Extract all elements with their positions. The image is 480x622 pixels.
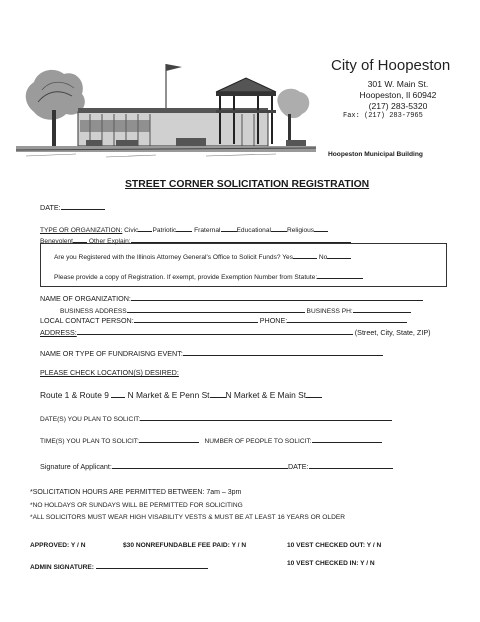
address-field[interactable] xyxy=(40,326,431,337)
fax-number: Fax: (217) 283-7965 xyxy=(343,112,423,120)
attorney-question-text: Are you Registered with the Illinois Attorney General's Office to Solicit Funds? Yes xyxy=(54,254,294,261)
municipal-building-image xyxy=(16,52,316,162)
type-other[interactable]: Other Explain: xyxy=(88,238,131,245)
street-address: 301 W. Main St. xyxy=(367,79,429,89)
people-label: NUMBER OF PEOPLE TO SOLICIT: xyxy=(204,438,312,445)
exemption-text: Please provide a copy of Registration. If exempt, provide Exemption Number from Statute: xyxy=(54,274,318,281)
dates-field[interactable] xyxy=(40,412,392,423)
org-name-label: NAME OF ORGANIZATION: xyxy=(40,294,131,303)
vest-checked-out-field[interactable]: 10 VEST CHECKED OUT: Y / N xyxy=(287,542,382,549)
attorney-no[interactable]: No xyxy=(318,254,328,261)
fee-paid-field[interactable]: $30 NONREFUNDABLE FEE PAID: Y / N xyxy=(123,542,247,549)
signature-label: Signature of Applicant: xyxy=(40,462,112,471)
form-title: STREET CORNER SOLICITATION REGISTRATION xyxy=(125,179,370,190)
type-civic[interactable]: Civic xyxy=(124,227,139,234)
location-market-penn[interactable]: N Market & E Penn St xyxy=(127,390,210,400)
attorney-question xyxy=(54,250,351,261)
city-name: City of Hoopeston xyxy=(331,57,451,74)
local-contact-field[interactable] xyxy=(40,314,407,325)
address-label: ADDRESS: xyxy=(40,328,77,337)
exemption-row xyxy=(54,270,363,281)
type-org-row xyxy=(40,223,328,234)
event-field[interactable] xyxy=(40,347,383,358)
signature-date-label: DATE: xyxy=(287,462,309,471)
date-field[interactable] xyxy=(40,201,105,212)
rule-vests: *ALL SOLICITORS MUST WEAR HIGH VISABILITY VESTS & MUST BE AT LEAST 16 YEARS OR OLDER xyxy=(30,514,346,521)
city-state-zip: Hoopeston, Il 60942 xyxy=(359,90,437,100)
type-fraternal[interactable]: Fraternal xyxy=(194,227,221,234)
locations-row xyxy=(40,389,322,400)
location-market-main[interactable]: N Market & E Main St xyxy=(225,390,307,400)
admin-signature-field[interactable] xyxy=(30,560,208,571)
event-label: NAME OR TYPE OF FUNDRAISNG EVENT: xyxy=(40,349,183,358)
locations-label: PLEASE CHECK LOCATION(S) DESIRED: xyxy=(40,368,179,377)
contact-phone-label: PHONE: xyxy=(259,316,288,325)
type-religious[interactable]: Religious xyxy=(286,227,315,234)
times-field[interactable] xyxy=(40,434,382,445)
type-patriotic[interactable]: Patriotic xyxy=(152,227,177,234)
vest-checked-in-field[interactable]: 10 VEST CHECKED IN: Y / N xyxy=(287,560,375,567)
times-label: TIME(S) YOU PLAN TO SOLICIT: xyxy=(40,438,139,445)
type-educational[interactable]: Educational xyxy=(236,227,271,234)
phone-number: (217) 283-5320 xyxy=(368,101,428,111)
org-name-field[interactable] xyxy=(40,292,423,303)
address-hint: (Street, City, State, ZIP) xyxy=(354,328,431,337)
date-label: DATE: xyxy=(40,203,61,212)
business-address-label: BUSINESS ADDRESS xyxy=(60,308,127,315)
signature-field[interactable] xyxy=(40,460,393,471)
building-caption: Hoopeston Municipal Building xyxy=(328,151,423,158)
dates-label: DATE(S) YOU PLAN TO SOLICIT: xyxy=(40,416,141,423)
type-org-label: TYPE OR ORGANIZATION: xyxy=(40,227,123,234)
location-route1-route9[interactable]: Route 1 & Route 9 xyxy=(40,390,109,400)
local-contact-label: LOCAL CONTACT PERSON: xyxy=(40,316,134,325)
business-ph-label: BUSINESS PH: xyxy=(306,308,353,315)
rule-holidays: *NO HOLDAYS OR SUNDAYS WILL BE PERMITTED FOR SOLICITING xyxy=(30,502,243,509)
admin-signature-label: ADMIN SIGNATURE: xyxy=(30,564,94,571)
rule-hours: *SOLICITATION HOURS ARE PERMITTED BETWEEN: 7am – 3pm xyxy=(30,489,242,496)
type-benevolent[interactable]: Benevolent xyxy=(40,238,73,245)
approved-field[interactable]: APPROVED: Y / N xyxy=(30,542,86,549)
